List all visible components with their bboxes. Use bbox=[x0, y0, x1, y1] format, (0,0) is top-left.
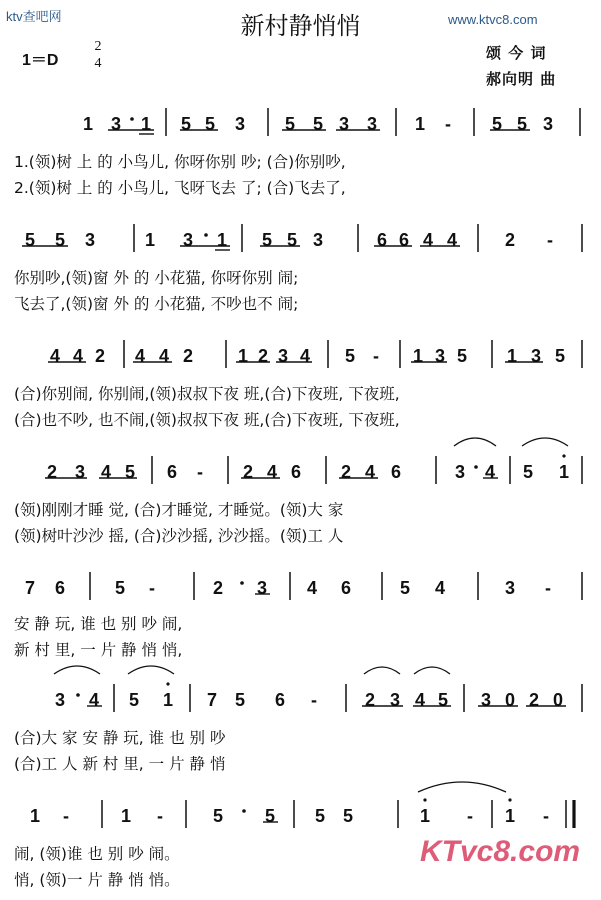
note-r6-14: 0 bbox=[504, 690, 516, 710]
lyric-row-7-verse-2: 悄, (领)一 片 静 悄 悄。 bbox=[14, 871, 180, 889]
note-r7-12: - bbox=[543, 806, 549, 826]
note-r6-4: 1 bbox=[162, 690, 174, 710]
note-r3-14: 3 bbox=[434, 346, 446, 366]
note-r4-6: - bbox=[197, 462, 203, 482]
note-r7-7: 5 bbox=[314, 806, 326, 826]
note-r1-8: 5 bbox=[312, 114, 324, 134]
lyric-row-2-verse-2: 飞去了,(领)窗 外 的 小花猫, 不吵也不 闹; bbox=[14, 295, 299, 313]
note-r3-12: - bbox=[373, 346, 379, 366]
note-r4-12: 6 bbox=[390, 462, 402, 482]
note-r3-10: 4 bbox=[299, 346, 311, 366]
lyric-row-5-verse-2: 新 村 里, 一 片 静 悄 悄, bbox=[14, 641, 183, 659]
note-r6-8: - bbox=[311, 690, 317, 710]
notes-layer bbox=[25, 114, 569, 826]
note-r1-11: 1 bbox=[414, 114, 426, 134]
note-r5-5: 2 bbox=[212, 578, 224, 598]
note-r3-18: 5 bbox=[554, 346, 566, 366]
site-logo: KTvc8.com bbox=[420, 835, 581, 868]
note-r4-14: 4 bbox=[484, 462, 496, 482]
bar-lines bbox=[90, 108, 582, 828]
note-r1-4: 5 bbox=[180, 114, 192, 134]
note-r5-4: - bbox=[149, 578, 155, 598]
note-r3-7: 1 bbox=[237, 346, 249, 366]
note-r7-9: 1 bbox=[419, 806, 431, 826]
note-r7-1: 1 bbox=[29, 806, 41, 826]
note-r6-13: 3 bbox=[480, 690, 492, 710]
lyric-row-7-verse-1: 闹, (领)谁 也 别 吵 闹。 bbox=[14, 845, 180, 863]
note-r3-2: 4 bbox=[72, 346, 84, 366]
note-r6-12: 5 bbox=[437, 690, 449, 710]
note-r3-17: 3 bbox=[530, 346, 542, 366]
watermark-right: www.ktvc8.com bbox=[448, 12, 538, 27]
time-signature-top: 2 bbox=[94, 39, 102, 54]
note-r3-13: 1 bbox=[412, 346, 424, 366]
note-r3-8: 2 bbox=[257, 346, 269, 366]
note-r2-5: 3 bbox=[182, 230, 194, 250]
note-r3-16: 1 bbox=[506, 346, 518, 366]
note-r1-6: 3 bbox=[234, 114, 246, 134]
lyric-row-4-verse-1: (领)刚刚才睡 觉, (合)才睡觉, 才睡觉。(领)大 家 bbox=[14, 501, 344, 519]
note-r5-7: 4 bbox=[306, 578, 318, 598]
note-r5-3: 5 bbox=[114, 578, 126, 598]
note-r2-12: 4 bbox=[422, 230, 434, 250]
lyric-row-5-verse-1: 安 静 玩, 谁 也 别 吵 闹, bbox=[14, 615, 183, 633]
note-r6-3: 5 bbox=[128, 690, 140, 710]
watermark-left: ktv查吧网 bbox=[6, 9, 62, 24]
note-r2-2: 5 bbox=[54, 230, 66, 250]
note-r1-10: 3 bbox=[366, 114, 378, 134]
note-r7-8: 5 bbox=[342, 806, 354, 826]
note-r1-3: 1 bbox=[140, 114, 152, 134]
note-r4-1: 2 bbox=[46, 462, 58, 482]
note-r1-2: 3 bbox=[110, 114, 122, 134]
note-r6-1: 3 bbox=[54, 690, 66, 710]
note-r4-7: 2 bbox=[242, 462, 254, 482]
note-r6-11: 4 bbox=[414, 690, 426, 710]
note-r2-4: 1 bbox=[144, 230, 156, 250]
note-r4-5: 6 bbox=[166, 462, 178, 482]
note-r1-5: 5 bbox=[204, 114, 216, 134]
note-r4-3: 4 bbox=[100, 462, 112, 482]
note-r2-10: 6 bbox=[376, 230, 388, 250]
note-r6-6: 5 bbox=[234, 690, 246, 710]
note-r7-5: 5 bbox=[212, 806, 224, 826]
note-r2-7: 5 bbox=[261, 230, 273, 250]
note-r1-7: 5 bbox=[284, 114, 296, 134]
note-r6-15: 2 bbox=[528, 690, 540, 710]
note-r5-1: 7 bbox=[24, 578, 36, 598]
lyric-row-1-verse-1: 1.(领)树 上 的 小鸟儿, 你呀你别 吵; (合)你别吵, bbox=[14, 153, 346, 171]
lyricist-credit: 颂 今 词 bbox=[486, 44, 547, 62]
note-r3-11: 5 bbox=[344, 346, 356, 366]
note-r4-10: 2 bbox=[340, 462, 352, 482]
note-r4-11: 4 bbox=[364, 462, 376, 482]
note-r2-8: 5 bbox=[286, 230, 298, 250]
note-r3-3: 2 bbox=[94, 346, 106, 366]
note-r4-15: 5 bbox=[522, 462, 534, 482]
note-r6-2: 4 bbox=[88, 690, 100, 710]
note-r1-14: 5 bbox=[516, 114, 528, 134]
song-title: 新村静悄悄 bbox=[240, 12, 361, 40]
lyric-row-3-verse-2: (合)也不吵, 也不闹,(领)叔叔下夜 班,(合)下夜班, 下夜班, bbox=[14, 411, 400, 429]
lyric-row-2-verse-1: 你别吵,(领)窗 外 的 小花猫, 你呀你别 闹; bbox=[14, 269, 299, 287]
note-r4-13: 3 bbox=[454, 462, 466, 482]
note-r2-11: 6 bbox=[398, 230, 410, 250]
note-r3-15: 5 bbox=[456, 346, 468, 366]
note-r6-10: 3 bbox=[389, 690, 401, 710]
note-r3-6: 2 bbox=[182, 346, 194, 366]
note-r1-1: 1 bbox=[82, 114, 94, 134]
note-r2-15: - bbox=[547, 230, 553, 250]
note-r7-11: 1 bbox=[504, 806, 516, 826]
lyric-row-1-verse-2: 2.(领)树 上 的 小鸟儿, 飞呀飞去 了; (合)飞去了, bbox=[14, 179, 346, 197]
note-r5-2: 6 bbox=[54, 578, 66, 598]
lyric-row-6-verse-1: (合)大 家 安 静 玩, 谁 也 别 吵 bbox=[14, 729, 226, 747]
note-r7-6: 5 bbox=[264, 806, 276, 826]
note-r4-4: 5 bbox=[124, 462, 136, 482]
lyric-row-4-verse-2: (领)树叶沙沙 摇, (合)沙沙摇, 沙沙摇。(领)工 人 bbox=[14, 527, 344, 545]
note-r4-16: 1 bbox=[558, 462, 570, 482]
time-signature-bottom: 4 bbox=[94, 56, 102, 71]
lyric-row-6-verse-2: (合)工 人 新 村 里, 一 片 静 悄 bbox=[14, 755, 226, 773]
composer-credit: 郝向明 曲 bbox=[486, 70, 557, 88]
note-r1-9: 3 bbox=[338, 114, 350, 134]
note-r2-1: 5 bbox=[24, 230, 36, 250]
key-signature: 1＝D bbox=[22, 52, 59, 69]
note-r6-16: 0 bbox=[552, 690, 564, 710]
note-r5-8: 6 bbox=[340, 578, 352, 598]
note-r7-4: - bbox=[157, 806, 163, 826]
note-r4-8: 4 bbox=[266, 462, 278, 482]
note-r4-2: 3 bbox=[74, 462, 86, 482]
note-r5-9: 5 bbox=[399, 578, 411, 598]
note-r2-3: 3 bbox=[84, 230, 96, 250]
note-r6-5: 7 bbox=[206, 690, 218, 710]
note-r3-9: 3 bbox=[277, 346, 289, 366]
note-r2-9: 3 bbox=[312, 230, 324, 250]
note-r2-13: 4 bbox=[446, 230, 458, 250]
note-r1-13: 5 bbox=[491, 114, 503, 134]
note-r6-7: 6 bbox=[274, 690, 286, 710]
note-r1-12: - bbox=[445, 114, 451, 134]
note-r5-12: - bbox=[545, 578, 551, 598]
note-r2-14: 2 bbox=[504, 230, 516, 250]
note-r6-9: 2 bbox=[364, 690, 376, 710]
note-r7-3: 1 bbox=[120, 806, 132, 826]
note-r3-4: 4 bbox=[134, 346, 146, 366]
lyric-row-3-verse-1: (合)你别闹, 你别闹,(领)叔叔下夜 班,(合)下夜班, 下夜班, bbox=[14, 385, 400, 403]
note-r7-2: - bbox=[63, 806, 69, 826]
note-r5-6: 3 bbox=[256, 578, 268, 598]
note-r4-9: 6 bbox=[290, 462, 302, 482]
note-r7-10: - bbox=[467, 806, 473, 826]
note-r3-5: 4 bbox=[158, 346, 170, 366]
note-r5-11: 3 bbox=[504, 578, 516, 598]
note-r1-15: 3 bbox=[542, 114, 554, 134]
note-r2-6: 1 bbox=[216, 230, 228, 250]
note-r5-10: 4 bbox=[434, 578, 446, 598]
note-r3-1: 4 bbox=[49, 346, 61, 366]
